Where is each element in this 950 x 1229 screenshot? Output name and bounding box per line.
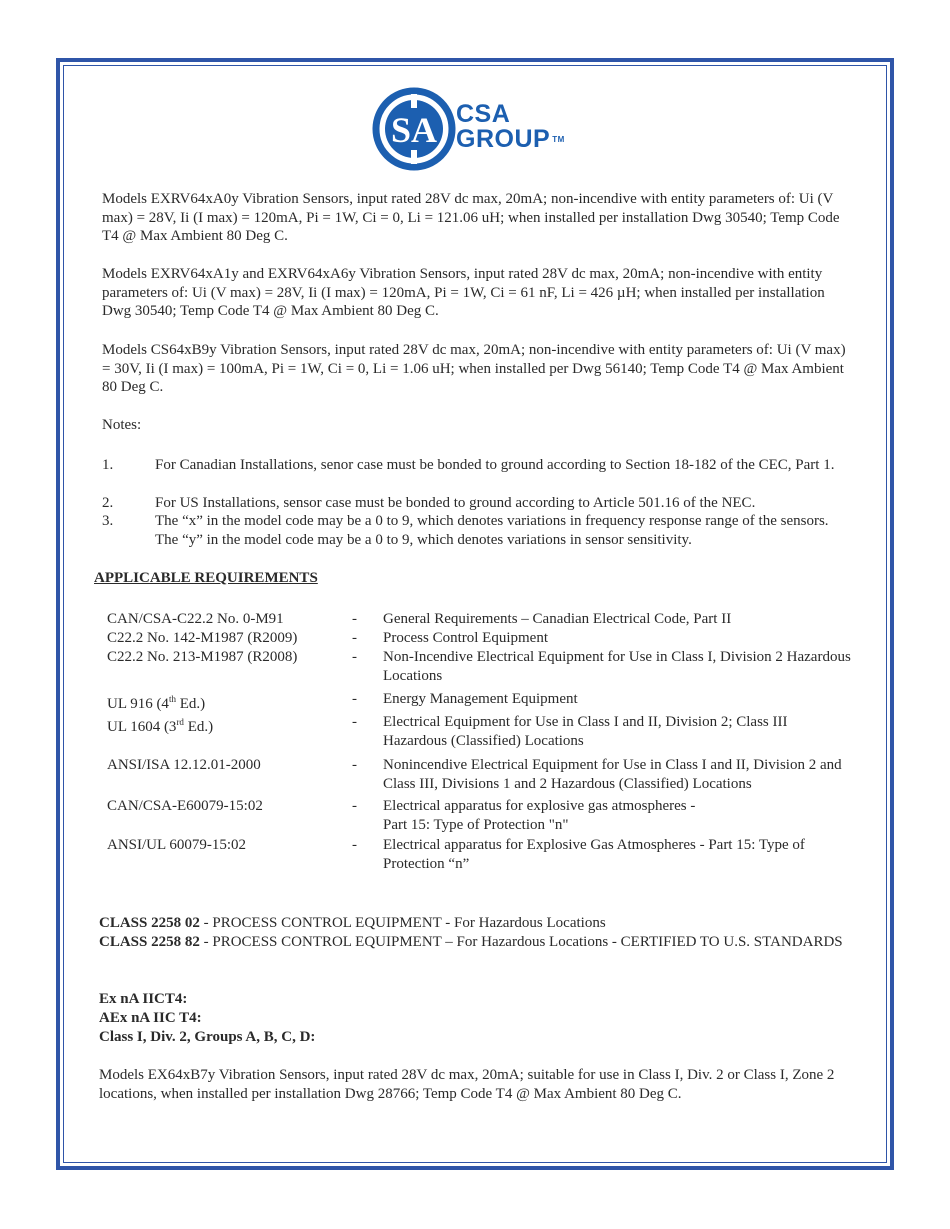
- model-paragraph-1: Models EXRV64xA0y Vibration Sensors, input rated 28V dc max, 20mA; non-incendive with entity parameters of: Ui (V max) = 28V, Ii (I max) = 120mA, Pi = 1W, Ci = 0, Li = 121.06 uH; when installed per installation Dwg 30540; Temp Code T4 @ Max Ambient 80 Deg C.: [102, 191, 840, 244]
- requirement-dash: -: [352, 630, 357, 646]
- requirement-dash: -: [352, 611, 357, 627]
- logo-tm: TM: [552, 135, 565, 144]
- model-paragraph-2: Models EXRV64xA1y and EXRV64xA6y Vibration Sensors, input rated 28V dc max, 20mA; non-incendive with entity parameters of: Ui (V max) = 28V, Ii (I max) = 120mA, Pi = 1W, Ci = 61 nF, Li = 426 µH; when installed per installation Dwg 30540; Temp Code T4 @ Max Ambient 80 Deg C.: [102, 266, 825, 319]
- requirement-description: Non-Incendive Electrical Equipment for Use in Class I, Division 2 Hazardous Locations: [383, 649, 851, 684]
- requirement-description: Electrical Equipment for Use in Class I and II, Division 2; Class III Hazardous (Classified) Locations: [383, 714, 788, 749]
- note-number: 3.: [102, 513, 114, 529]
- requirement-standard: ANSI/UL 60079-15:02: [107, 837, 247, 853]
- svg-text:SA: SA: [390, 110, 438, 150]
- requirement-standard: CAN/CSA-C22.2 No. 0-M91: [107, 611, 284, 627]
- class-line: [99, 914, 849, 933]
- final-paragraph: Models EX64xB7y Vibration Sensors, input rated 28V dc max, 20mA; suitable for use in Class I, Div. 2 or Class I, Zone 2 locations, when installed per installation Dwg 28766; Temp Code T4 @ Max Ambient 80 Deg C.: [99, 1067, 835, 1102]
- requirement-description: General Requirements – Canadian Electrical Code, Part II: [383, 611, 732, 627]
- requirement-description: Energy Management Equipment: [383, 691, 578, 707]
- requirement-dash: -: [352, 714, 357, 730]
- requirement-dash: -: [352, 837, 357, 853]
- marking-line: AEx nA IIC T4:: [99, 1010, 202, 1026]
- logo-line2: GROUP: [456, 125, 551, 153]
- requirement-standard: CAN/CSA-E60079-15:02: [107, 798, 263, 814]
- class-code: CLASS 2258 82: [99, 934, 200, 950]
- note-number: 2.: [102, 495, 114, 511]
- requirement-dash: -: [352, 798, 357, 814]
- notes-label: Notes:: [102, 417, 142, 433]
- requirement-description: Electrical apparatus for Explosive Gas Atmospheres - Part 15: Type of Protection “n”: [383, 837, 805, 872]
- requirements-heading: APPLICABLE REQUIREMENTS: [94, 570, 318, 586]
- note-number: 1.: [102, 457, 114, 473]
- note-text: For Canadian Installations, senor case must be bonded to ground according to Section 18-182 of the CEC, Part 1.: [155, 457, 835, 473]
- marking-line: Class I, Div. 2, Groups A, B, C, D:: [99, 1029, 316, 1045]
- requirement-dash: -: [352, 757, 357, 773]
- class-line: [99, 933, 849, 952]
- requirement-description: Nonincendive Electrical Equipment for Use in Class I and II, Division 2 and Class III, Divisions 1 and 2 Hazardous (Classified) Locations: [383, 757, 842, 792]
- note-text: For US Installations, sensor case must be bonded to ground according to Article 501.16 of the NEC.: [155, 495, 756, 511]
- class-code: CLASS 2258 02: [99, 915, 200, 931]
- class-description: - PROCESS CONTROL EQUIPMENT – For Hazardous Locations - CERTIFIED TO U.S. STANDARDS: [199, 934, 843, 950]
- requirement-standard: C22.2 No. 213-M1987 (R2008): [107, 649, 298, 665]
- requirement-standard: UL 1604 (3rd Ed.): [107, 717, 214, 735]
- logo-name: CSA: [456, 100, 511, 128]
- class-description: - PROCESS CONTROL EQUIPMENT - For Hazardous Locations: [199, 915, 606, 931]
- model-paragraph-3: Models CS64xB9y Vibration Sensors, input rated 28V dc max, 20mA; non-incendive with entity parameters of: Ui (V max) = 30V, Ii (I max) = 100mA, Pi = 1W, Ci = 0, Li = 1.06 uH; when installed per Dwg 56140; Temp Code T4 @ Max Ambient 80 Deg C.: [102, 342, 846, 395]
- requirement-standard: ANSI/ISA 12.12.01-2000: [107, 757, 261, 773]
- requirement-description: Electrical apparatus for explosive gas atmospheres - Part 15: Type of Protection "n": [383, 798, 696, 833]
- requirement-dash: -: [352, 649, 357, 665]
- requirement-dash: -: [352, 691, 357, 707]
- marking-line: Ex nA IICT4:: [99, 991, 188, 1007]
- note-text: The “x” in the model code may be a 0 to 9, which denotes variations in frequency response range of the sensors. The “y” in the model code may be a 0 to 9, which denotes variations in sensor sensitivity.: [155, 513, 829, 548]
- requirement-standard: C22.2 No. 142-M1987 (R2009): [107, 630, 298, 646]
- requirement-description: Process Control Equipment: [383, 630, 548, 646]
- requirement-standard: UL 916 (4th Ed.): [107, 694, 206, 712]
